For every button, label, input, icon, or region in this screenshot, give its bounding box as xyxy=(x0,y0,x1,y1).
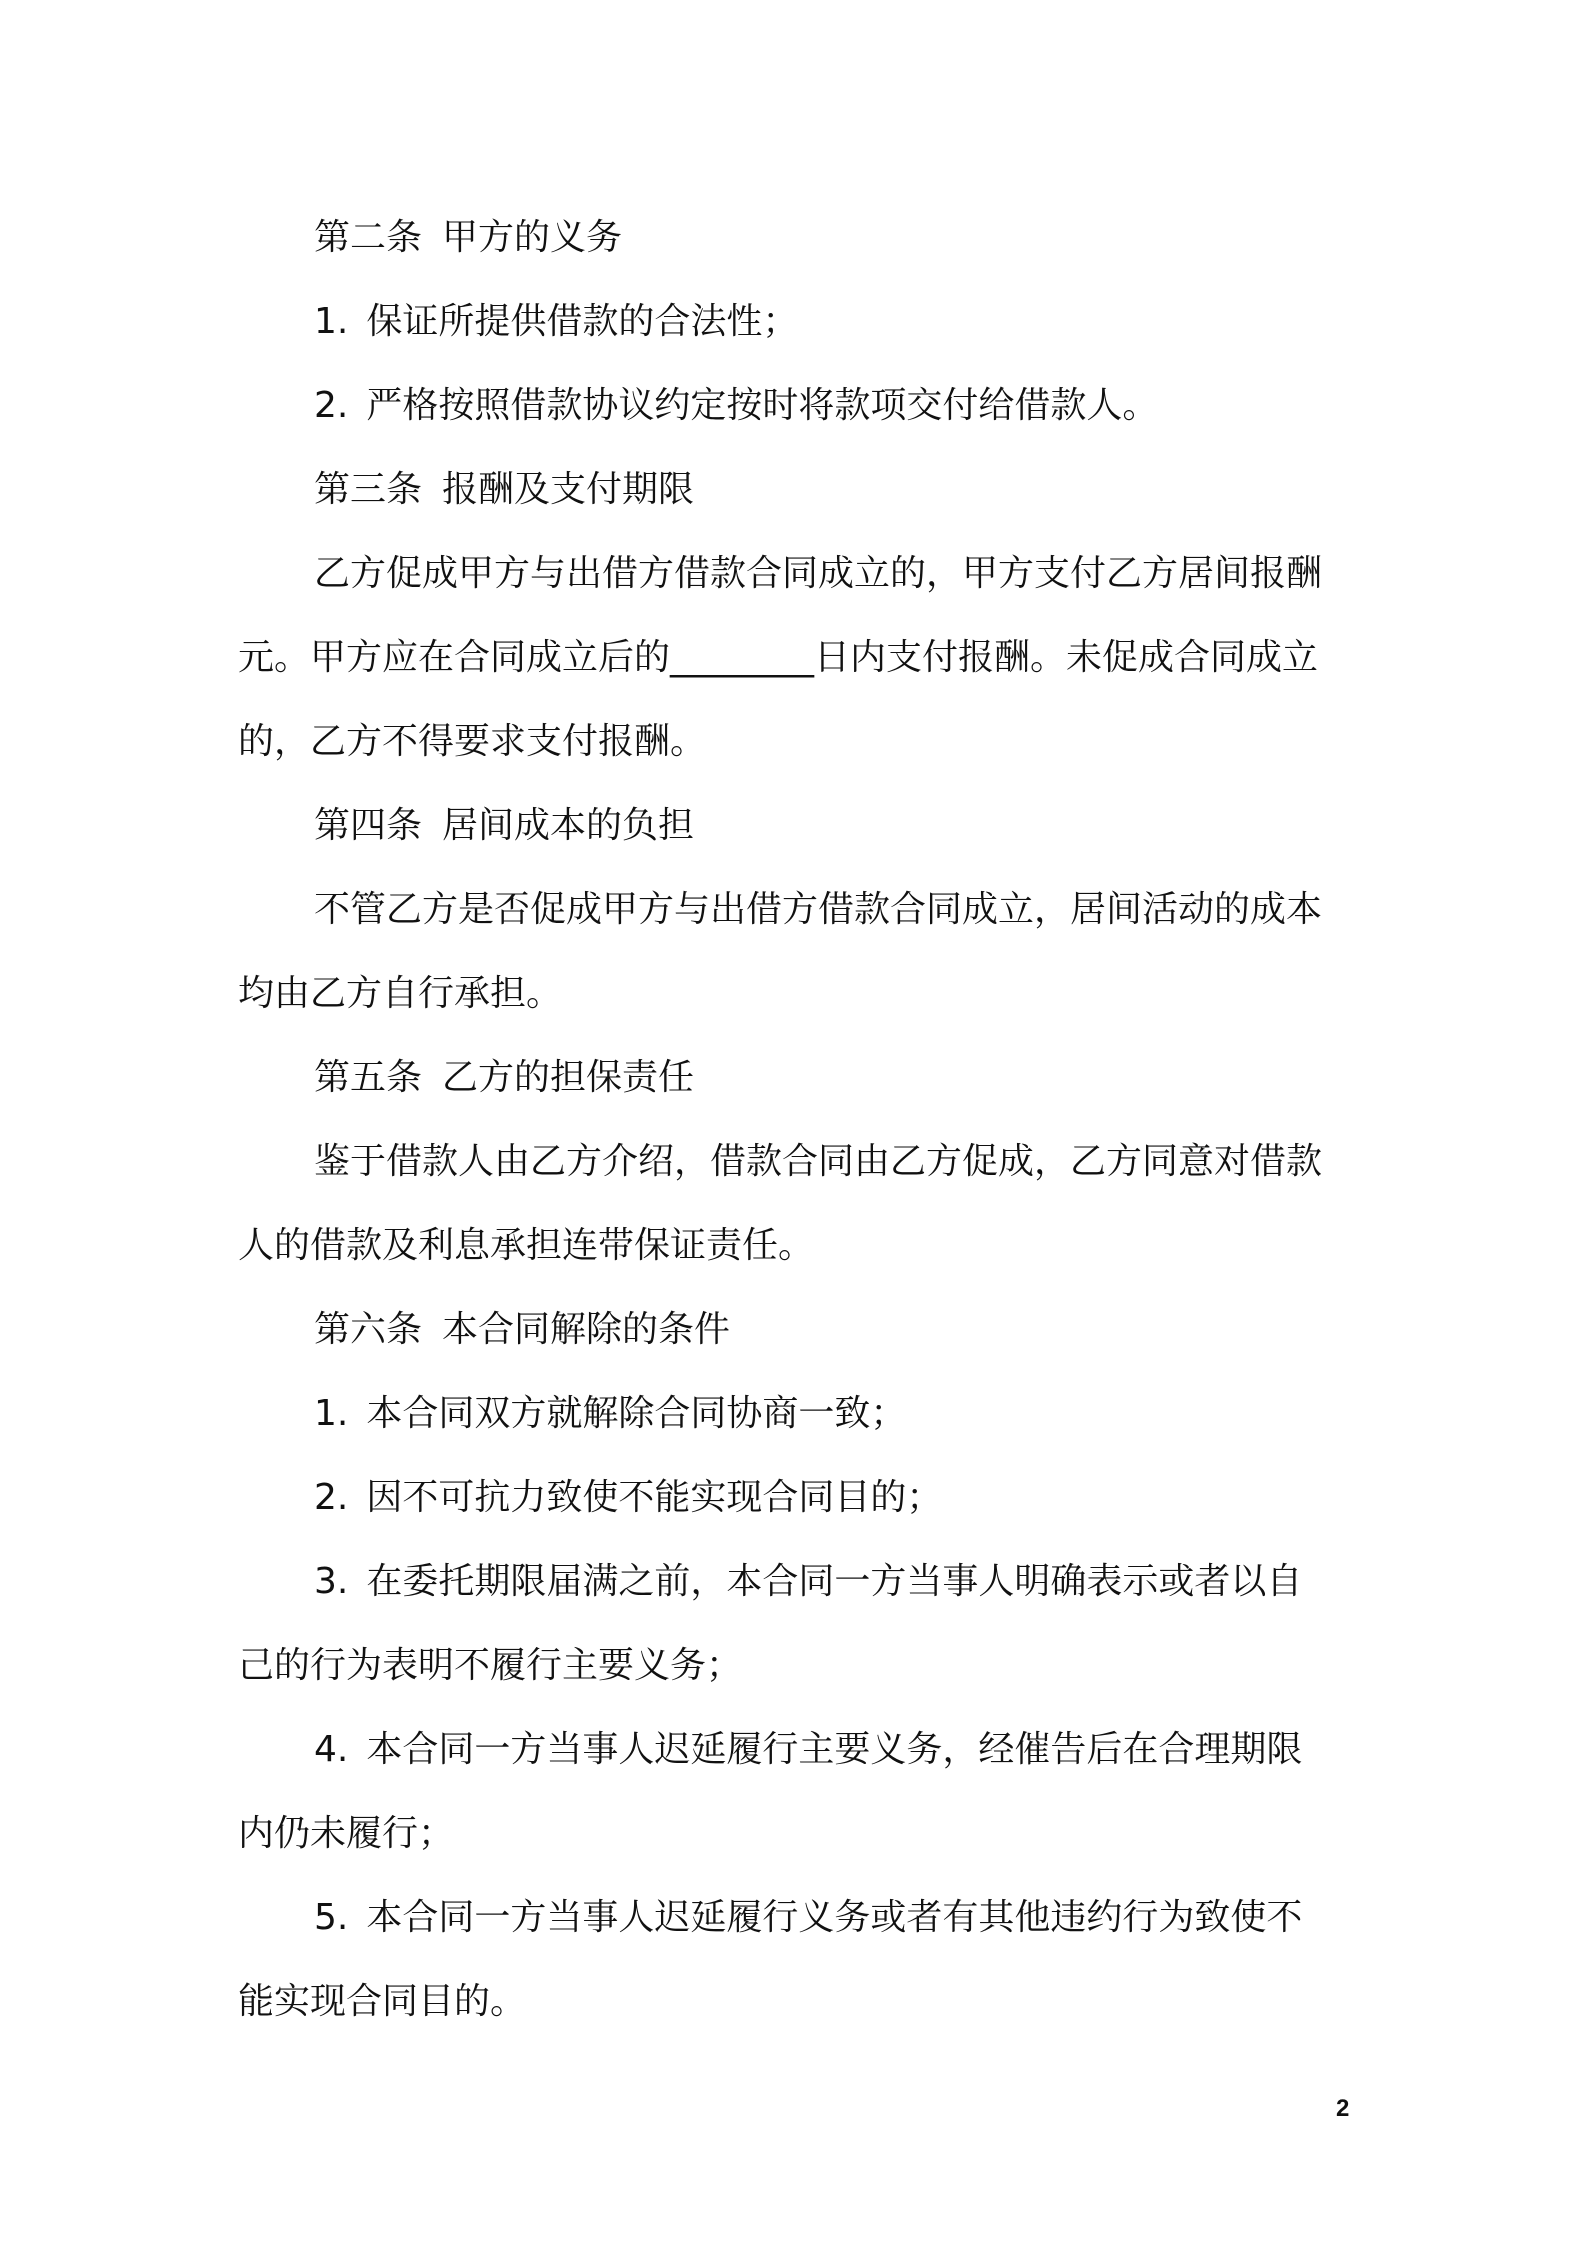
document-body xyxy=(238,196,1358,2044)
article-5-number: 第五条 xyxy=(314,1057,423,1098)
list-text: 因不可抗力致使不能实现合同目的； xyxy=(366,1477,943,1518)
article-6-item-4-line-2: 内仍未履行； xyxy=(238,1813,455,1854)
article-5-paragraph-line-1: 鉴于借款人由乙方介绍，借款合同由乙方促成，乙方同意对借款 xyxy=(314,1141,1323,1182)
list-number: 1. xyxy=(314,1393,349,1434)
article-2-item-2 xyxy=(238,364,1358,448)
article-6-item-5-line-1 xyxy=(238,1876,1358,1960)
article-3-title: 报酬及支付期限 xyxy=(442,469,695,510)
list-number: 4. xyxy=(314,1729,349,1770)
list-text: 本合同一方当事人迟延履行义务或者有其他违约行为致使不 xyxy=(366,1897,1303,1938)
article-4-paragraph-line-1: 不管乙方是否促成甲方与出借方借款合同成立，居间活动的成本 xyxy=(314,889,1323,930)
article-4-paragraph-line-2: 均由乙方自行承担。 xyxy=(238,973,563,1014)
article-3-heading xyxy=(238,448,1358,532)
list-number: 1. xyxy=(314,301,349,342)
article-3-number: 第三条 xyxy=(314,469,423,510)
article-6-heading xyxy=(238,1288,1358,1372)
page-number: 2 xyxy=(1336,2095,1350,2122)
article-6-item-2 xyxy=(238,1456,1358,1540)
article-6-item-4-line-1 xyxy=(238,1708,1358,1792)
list-number: 2. xyxy=(314,1477,349,1518)
article-6-title: 本合同解除的条件 xyxy=(442,1309,731,1350)
list-text: 保证所提供借款的合法性； xyxy=(366,301,799,342)
list-text: 本合同双方就解除合同协商一致； xyxy=(366,1393,907,1434)
article-2-heading xyxy=(238,196,1358,280)
article-6-item-5-line-2: 能实现合同目的。 xyxy=(238,1981,527,2022)
article-2-item-1 xyxy=(238,280,1358,364)
article-4-number: 第四条 xyxy=(314,805,423,846)
list-number: 3. xyxy=(314,1561,349,1602)
article-6-number: 第六条 xyxy=(314,1309,423,1350)
article-6-item-3-line-1 xyxy=(238,1540,1358,1624)
article-3-paragraph-line-1: 乙方促成甲方与出借方借款合同成立的，甲方支付乙方居间报酬 xyxy=(314,553,1323,594)
article-4-title: 居间成本的负担 xyxy=(442,805,695,846)
list-text: 本合同一方当事人迟延履行主要义务，经催告后在合理期限 xyxy=(366,1729,1303,1770)
article-2-title: 甲方的义务 xyxy=(442,217,623,258)
list-text: 在委托期限届满之前，本合同一方当事人明确表示或者以自 xyxy=(366,1561,1303,1602)
article-3-paragraph-line-3: 的，乙方不得要求支付报酬。 xyxy=(238,721,707,762)
article-5-title: 乙方的担保责任 xyxy=(442,1057,695,1098)
article-3-paragraph-line-2: 元。甲方应在合同成立后的________日内支付报酬。未促成合同成立 xyxy=(238,637,1319,678)
article-4-heading xyxy=(238,784,1358,868)
article-6-item-3-line-2: 己的行为表明不履行主要义务； xyxy=(238,1645,743,1686)
article-6-item-1 xyxy=(238,1372,1358,1456)
list-number: 2. xyxy=(314,385,349,426)
list-number: 5. xyxy=(314,1897,349,1938)
article-5-paragraph-line-2: 人的借款及利息承担连带保证责任。 xyxy=(238,1225,815,1266)
article-2-number: 第二条 xyxy=(314,217,423,258)
article-5-heading xyxy=(238,1036,1358,1120)
list-text: 严格按照借款协议约定按时将款项交付给借款人。 xyxy=(366,385,1159,426)
